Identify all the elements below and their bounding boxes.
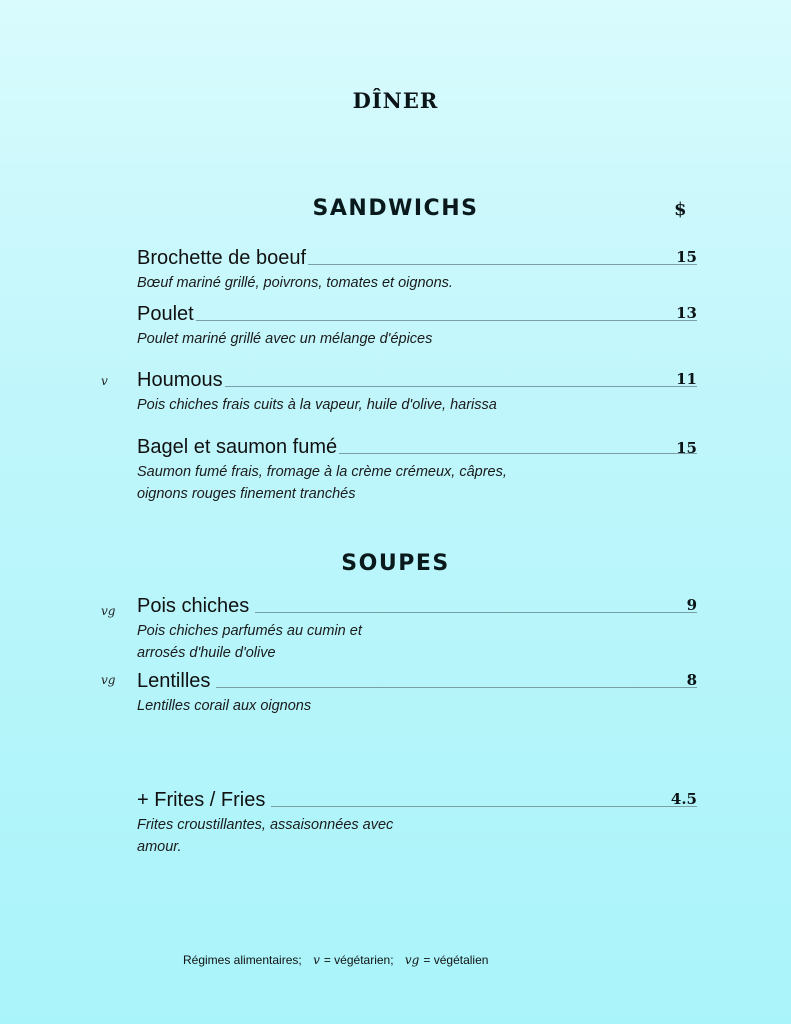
item-price: 15 bbox=[676, 439, 697, 457]
item-price: 11 bbox=[676, 370, 697, 388]
menu-item-brochette bbox=[137, 246, 697, 294]
item-price: 8 bbox=[686, 671, 697, 689]
vegetarian-icon: v bbox=[313, 953, 320, 967]
menu-item-poulet bbox=[137, 302, 697, 350]
leader-line bbox=[308, 263, 697, 265]
leader-line bbox=[271, 805, 697, 807]
section-heading-sandwichs: SANDWICHS bbox=[312, 196, 479, 221]
item-description: Bœuf mariné grillé, poivrons, tomates et oignons. bbox=[137, 275, 453, 291]
vegetarian-legend-text: = végétarien; bbox=[323, 953, 394, 967]
description-line: Frites croustillantes, assaisonnées avec bbox=[137, 817, 394, 833]
leader-line bbox=[196, 319, 697, 321]
item-description bbox=[137, 814, 577, 858]
item-name: Houmous bbox=[137, 369, 223, 391]
item-price: 13 bbox=[676, 304, 697, 322]
item-price: 9 bbox=[686, 596, 697, 614]
description-line: amour. bbox=[137, 839, 182, 855]
description-line: Saumon fumé frais, fromage à la crème crémeux, câpres, bbox=[137, 464, 507, 480]
currency-symbol: $ bbox=[674, 199, 687, 220]
description-line: Pois chiches parfumés au cumin et bbox=[137, 623, 362, 639]
item-price: 15 bbox=[676, 248, 697, 266]
item-description: Pois chiches frais cuits à la vapeur, huile d'olive, harissa bbox=[137, 397, 497, 413]
item-description: Lentilles corail aux oignons bbox=[137, 698, 312, 714]
item-description: Poulet mariné grillé avec un mélange d'épices bbox=[137, 331, 433, 347]
menu-item-frites bbox=[137, 788, 697, 858]
description-line: oignons rouges finement tranchés bbox=[137, 486, 356, 502]
item-description bbox=[137, 461, 577, 505]
menu-item-pois-chiches bbox=[137, 594, 697, 664]
vegan-icon: vg bbox=[101, 673, 116, 687]
leader-line bbox=[255, 611, 697, 613]
section-heading-soupes: SOUPES bbox=[341, 551, 450, 576]
diet-legend-label: Régimes alimentaires; bbox=[183, 953, 302, 967]
menu-item-bagel bbox=[137, 435, 697, 505]
menu-title: DÎNER bbox=[352, 88, 439, 113]
vegan-icon: vg bbox=[404, 953, 420, 967]
leader-line bbox=[225, 385, 697, 387]
description-line: arrosés d'huile d'olive bbox=[137, 645, 276, 661]
vegan-icon: vg bbox=[101, 604, 116, 618]
menu-item-houmous bbox=[137, 368, 697, 416]
vegetarian-icon: v bbox=[101, 374, 108, 388]
item-description bbox=[137, 620, 577, 664]
menu-item-lentilles bbox=[137, 669, 697, 717]
item-name: Bagel et saumon fumé bbox=[137, 436, 338, 458]
item-name: Pois chiches bbox=[137, 595, 250, 617]
vegan-legend-text: = végétalien bbox=[423, 953, 489, 967]
item-name: Brochette de boeuf bbox=[137, 247, 307, 269]
diet-legend bbox=[183, 953, 488, 967]
leader-line bbox=[216, 686, 697, 688]
item-name: Lentilles bbox=[137, 670, 211, 692]
item-price: 4.5 bbox=[670, 790, 697, 808]
leader-line bbox=[339, 452, 697, 454]
item-name: Poulet bbox=[137, 303, 194, 325]
item-name: + Frites / Fries bbox=[137, 789, 266, 811]
